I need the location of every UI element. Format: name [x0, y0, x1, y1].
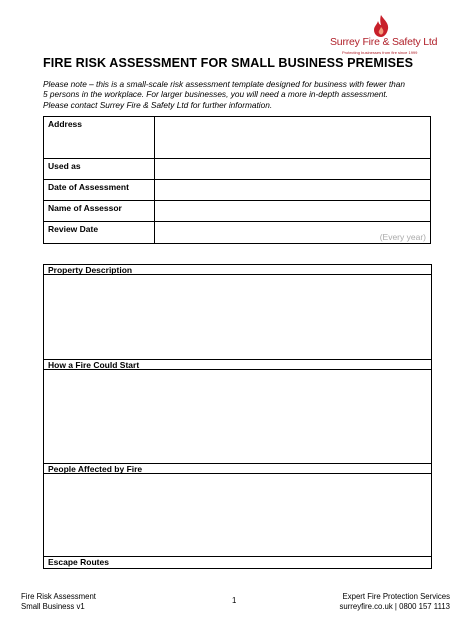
footer-left	[21, 592, 96, 611]
page-title: FIRE RISK ASSESSMENT FOR SMALL BUSINESS PREMISES	[43, 56, 414, 70]
footer-doc-version: Small Business v1	[21, 601, 85, 611]
fire-start-heading: How a Fire Could Start	[44, 359, 431, 370]
note-line: 5 persons in the workplace. For larger businesses, you will need a more in-depth assessment.	[43, 89, 388, 100]
escape-heading: Escape Routes	[44, 556, 431, 567]
note-line: Please note – this is a small-scale risk assessment template designed for business with fewer than	[43, 79, 406, 89]
date-label: Date of Assessment	[44, 180, 155, 201]
property-heading: Property Description	[44, 265, 431, 275]
logo-name: Surrey Fire & Safety Ltd	[330, 36, 438, 48]
used-as-field[interactable]	[155, 159, 431, 180]
review-label: Review Date	[44, 222, 155, 244]
people-heading: People Affected by Fire	[44, 463, 431, 474]
footer-right	[339, 592, 450, 611]
logo-tagline: Protecting businesses from fire since 1999	[342, 50, 418, 55]
assessor-label: Name of Assessor	[44, 201, 155, 222]
note-line: Please contact Surrey Fire & Safety Ltd for further information.	[43, 99, 273, 110]
flame-icon	[370, 14, 392, 38]
property-field[interactable]	[44, 276, 431, 359]
review-field[interactable]	[155, 222, 431, 244]
footer-doc-title: Fire Risk Assessment	[21, 592, 96, 601]
footer-services: Expert Fire Protection Services	[342, 592, 450, 601]
people-field[interactable]	[44, 475, 431, 556]
address-field[interactable]	[155, 117, 431, 159]
fire-start-field[interactable]	[44, 371, 431, 463]
intro-note	[43, 79, 438, 110]
used-as-label: Used as	[44, 159, 155, 180]
assessment-sections	[43, 264, 432, 569]
date-field[interactable]	[155, 180, 431, 201]
details-table	[43, 116, 431, 244]
review-hint: (Every year)	[379, 232, 426, 242]
company-logo	[330, 14, 466, 54]
address-label: Address	[44, 117, 155, 159]
assessor-field[interactable]	[155, 201, 431, 222]
footer-contact: surreyfire.co.uk | 0800 157 1113	[339, 601, 450, 611]
page-number: 1	[232, 596, 237, 605]
